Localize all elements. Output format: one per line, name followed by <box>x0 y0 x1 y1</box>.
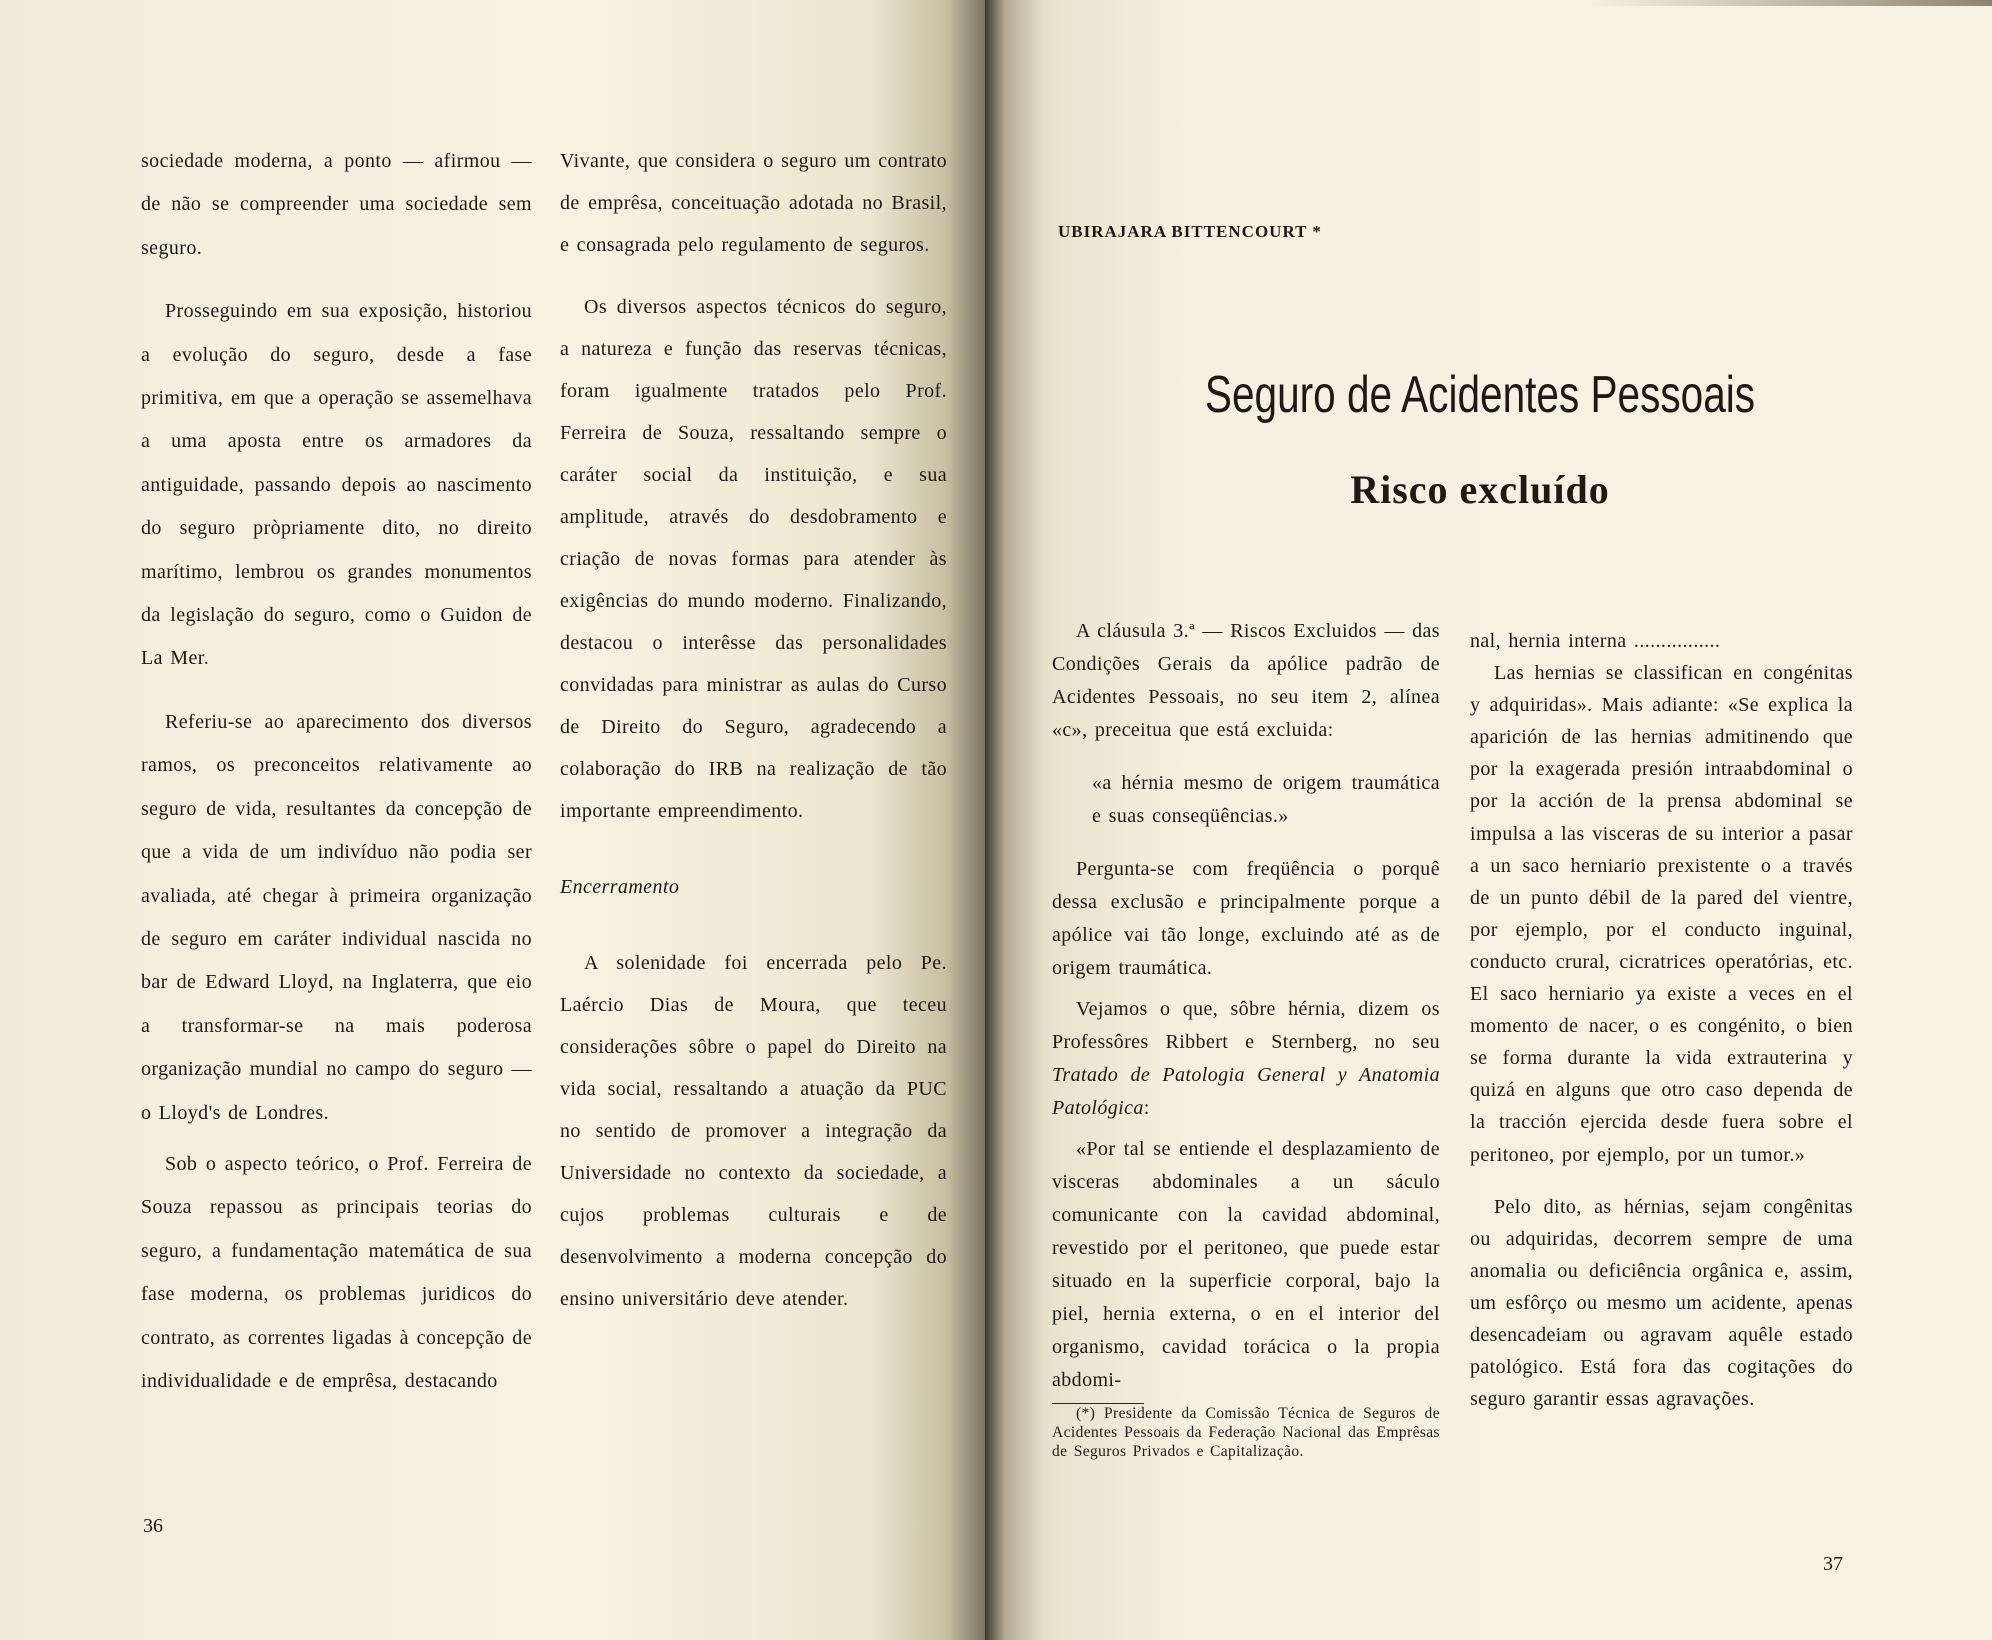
paragraph: Prosseguindo em sua exposição, historiou a evolução do seguro, desde a fase primitiva, em que a operação se assemelhava a uma aposta entre os armadores da antiguidade, passando depois ao nascimento do seguro pròpriamente dito, no direito marítimo, lembrou os grandes monumentos da legislação do seguro, como o Guidon de La Mer. <box>141 300 532 670</box>
paragraph: Pelo dito, as hérnias, sejam congênitas ou adquiridas, decorrem sempre de uma anomalia ou deficiência orgânica e, assim, um esfôrço ou mesmo um acidente, apenas desencadeiam ou agravam aquêle estado patológico. Está fora das cogitações do seguro garantir essas agravações. <box>1470 1195 1853 1411</box>
paragraph: «Por tal se entiende el desplazamiento de visceras abdominales a un sáculo comunicante con la cavidad abdominal, revestido por el peritoneo, que puede estar situado en la superficie corporal, bajo la piel, hernia externa, o en el interior del organismo, cavidad torácica o la propia abdomi- <box>1052 1138 1440 1391</box>
author-name: UBIRAJARA BITTENCOURT * <box>1058 222 1322 241</box>
page-number: 37 <box>1823 1553 1843 1575</box>
paragraph: Las hernias se classifican en congénitas y adquiridas». Mais adiante: «Se explica la aparición de las hernias admitinendo que por la exagerada presión intraabdominal o por la acción de la prensa abdominal se impulsa a las visceras de su interior a pasar a un saco herniario prexistente o a través de un punto débil de la pared del vientre, por ejemplo, por el conducto inguinal, conducto crural, cicratrices operatórias, etc. El saco herniario ya existe a veces en el momento de nacer, o es congénito, o bien se forma durante la vida extrauterina y quizá en alguns que otro caso dependa de la tracción ejercida desde fuera sobre el peritoneo, por ejemplo, por un tumor.» <box>1470 662 1853 1166</box>
left-column-1 <box>141 140 532 1403</box>
left-column-2 <box>560 140 947 1320</box>
paragraph: Referiu-se ao aparecimento dos diversos ramos, os preconceitos relativamente ao seguro de vida, resultantes da concepção de que a vida de um indivíduo não podia ser avaliada, até chegar à primeira organização de seguro em caráter individual nascida no bar de Edward Lloyd, na Inglaterra, que eio a transformar-se na mais poderosa organização mundial no campo do seguro — o Lloyd's de Londres. <box>141 710 532 1124</box>
quoted-text: «a hérnia mesmo de origem traumática e suas conseqüências.» <box>1092 772 1440 827</box>
paragraph: Vivante, que considera o seguro um contrato de emprêsa, conceituação adotada no Brasil, e consagrada pelo regulamento de seguros. <box>560 150 947 256</box>
paragraph: sociedade moderna, a ponto — afirmou — de não se compreender uma sociedade sem seguro. <box>141 150 532 259</box>
book-title: Tratado de Patologia General y Anatomia Patológica <box>1052 1064 1440 1119</box>
article-title: Seguro de Acidentes Pessoais <box>1204 366 1756 424</box>
paragraph-text: Vejamos o que, sôbre hérnia, dizem os Professôres Ribbert e Sternberg, no seu <box>1052 998 1440 1053</box>
paragraph: Sob o aspecto teórico, o Prof. Ferreira de Souza repassou as principais teorias do seguro, a fundamentação matemática de sua fase moderna, os problemas juridicos do contrato, as correntes ligadas à concepção de individualidade e de emprêsa, destacando <box>141 1152 532 1392</box>
paragraph: Pergunta-se com freqüência o porquê dessa exclusão e principalmente porque a apólice vai tão longe, excluindo até as de origem traumática. <box>1052 858 1440 979</box>
paragraph: A solenidade foi encerrada pelo Pe. Laércio Dias de Moura, que teceu considerações sôbre o papel do Direito na vida social, ressaltando a atuação da PUC no sentido de promover a integração da Universidade no contexto da sociedade, a cujos problemas culturais e de desenvolvimento a moderna concepção do ensino universitário deve atender. <box>560 952 947 1310</box>
paragraph: nal, hernia interna ................ <box>1470 630 1721 652</box>
paragraph <box>1052 993 1440 1125</box>
footnote: (*) Presidente da Comissão Técnica de Seguros de Acidentes Pessoais da Federação Nacional das Emprêsas de Seguros Privados e Capitalização. <box>1052 1405 1440 1460</box>
page-number: 36 <box>143 1515 163 1537</box>
paragraph-text: : <box>1143 1097 1150 1119</box>
left-page <box>0 0 985 1640</box>
right-column-2 <box>1470 625 1853 1415</box>
section-heading: Encerramento <box>560 876 680 898</box>
article-subtitle: Risco excluído <box>1350 467 1610 512</box>
right-column-1 <box>1052 615 1440 1461</box>
paragraph: A cláusula 3.ª — Riscos Excluidos — das Condições Gerais da apólice padrão de Acidentes Pessoais, no seu item 2, alínea «c», preceitua que está excluida: <box>1052 620 1440 741</box>
paragraph: Os diversos aspectos técnicos do seguro, a natureza e função das reservas técnicas, foram igualmente tratados pelo Prof. Ferreira de Souza, ressaltando sempre o caráter social da instituição, e sua amplitude, através do desdobramento e criação de novas formas para atender às exigências do mundo moderno. Finalizando, destacou o interêsse das personalidades convidadas para ministrar as aulas do Curso de Direito do Seguro, agradecendo a colaboração do IRB na realização de tão importante empreendimento. <box>560 296 947 822</box>
